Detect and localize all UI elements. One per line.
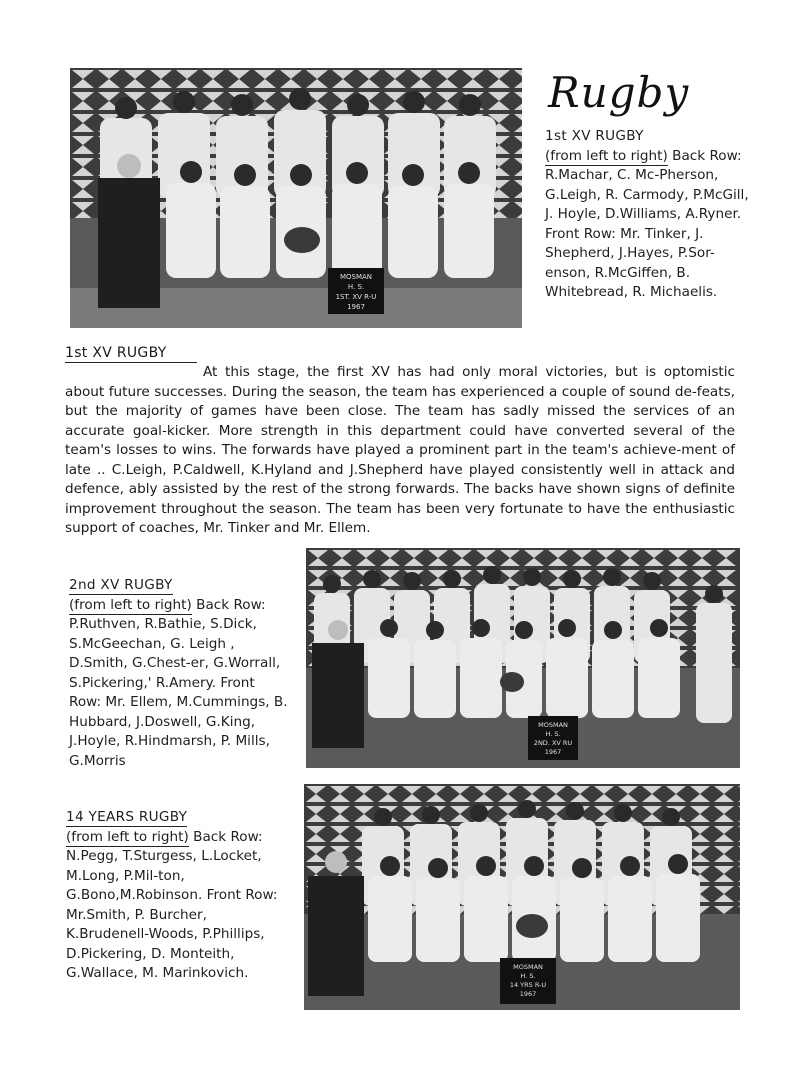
fourteen-years-caption-text: Back Row: N.Pegg, T.Sturgess, L.Locket, M.Long, P.Mil-ton, G.Bono,M.Robinson. Front Row: Mr.Smith, P. Burcher, K.Brudenell-Woods, P.Phillips, D.Pickering, D. Monteith, G.Wallace, M. Marinkovich. xyxy=(66,828,278,981)
first-xv-caption-subheading: (from left to right) xyxy=(545,147,668,164)
page-title: Rugby xyxy=(548,68,690,117)
first-xv-caption-heading: 1st XV RUGBY xyxy=(545,128,644,144)
board-line: 1967 xyxy=(519,990,537,998)
second-xv-caption xyxy=(69,576,291,771)
board-line: MOSMAN xyxy=(339,273,373,281)
article-body xyxy=(65,363,735,539)
board-line: 1967 xyxy=(347,303,365,311)
first-xv-team-photo xyxy=(70,68,522,328)
fourteen-years-caption xyxy=(66,808,284,984)
board-line: MOSMAN xyxy=(513,963,543,971)
first-xv-caption-text: Back Row: R.Machar, C. Mc-Pherson, G.Leigh, R. Carmody, P.McGill, J. Hoyle, D.Williams, A.Ryner. Front Row: Mr. Tinker, J. Shepherd, J.Hayes, P.Sor-enson, R.McGiffen, B. Whitebread, R. Michaelis. xyxy=(545,147,749,300)
board-line: 2ND. XV RU xyxy=(533,739,573,747)
first-xv-caption xyxy=(545,127,757,303)
second-xv-team-photo xyxy=(306,548,740,768)
board-line: MOSMAN xyxy=(538,721,568,729)
fourteen-years-caption-subheading: (from left to right) xyxy=(66,828,189,845)
board-line: H. S. xyxy=(545,730,561,738)
board-line: 14 YRS R-U xyxy=(509,981,547,989)
fourteen-years-team-photo xyxy=(304,784,740,1010)
fourteen-years-caption-heading: 14 YEARS RUGBY xyxy=(66,809,188,825)
second-xv-caption-subheading: (from left to right) xyxy=(69,596,192,613)
board-line: H. S. xyxy=(347,283,365,291)
article-body-text: At this stage, the first XV has had only moral victories, but is optomistic about future successes. During the season, the team has experienced a couple of sound de-feats, but the majority of games have been close. The team has sadly missed the services of an accurate goal-kicker. More strength in this department could have converted several of the team's losses to wins. The forwards have played a prominent part in the team's achieve-ment of late .. C.Leigh, P.Caldwell, K.Hyland and J.Shepherd have played consistently well in attack and defence, ably assisted by the rest of the strong forwards. The backs have shown signs of definite improvement throughout the season. The team has been very fortunate to have the enthusiastic support of coaches, Mr. Tinker and Mr. Ellem. xyxy=(65,364,735,536)
second-xv-caption-heading: 2nd XV RUGBY xyxy=(69,577,173,593)
board-line: 1967 xyxy=(544,748,562,756)
board-line: 1ST. XV R-U xyxy=(335,293,377,301)
board-line: H. S. xyxy=(520,972,536,980)
article-heading: 1st XV RUGBY xyxy=(65,345,197,363)
second-xv-caption-text: Back Row: P.Ruthven, R.Bathie, S.Dick, S.McGeechan, G. Leigh , D.Smith, G.Chest-er, G.Worrall, S.Pickering,' R.Amery. Front Row: Mr. Ellem, M.Cummings, B. Hubbard, J.Doswell, G.King, J.Hoyle, R.Hindmarsh, P. Mills, G.Morris xyxy=(69,596,288,769)
